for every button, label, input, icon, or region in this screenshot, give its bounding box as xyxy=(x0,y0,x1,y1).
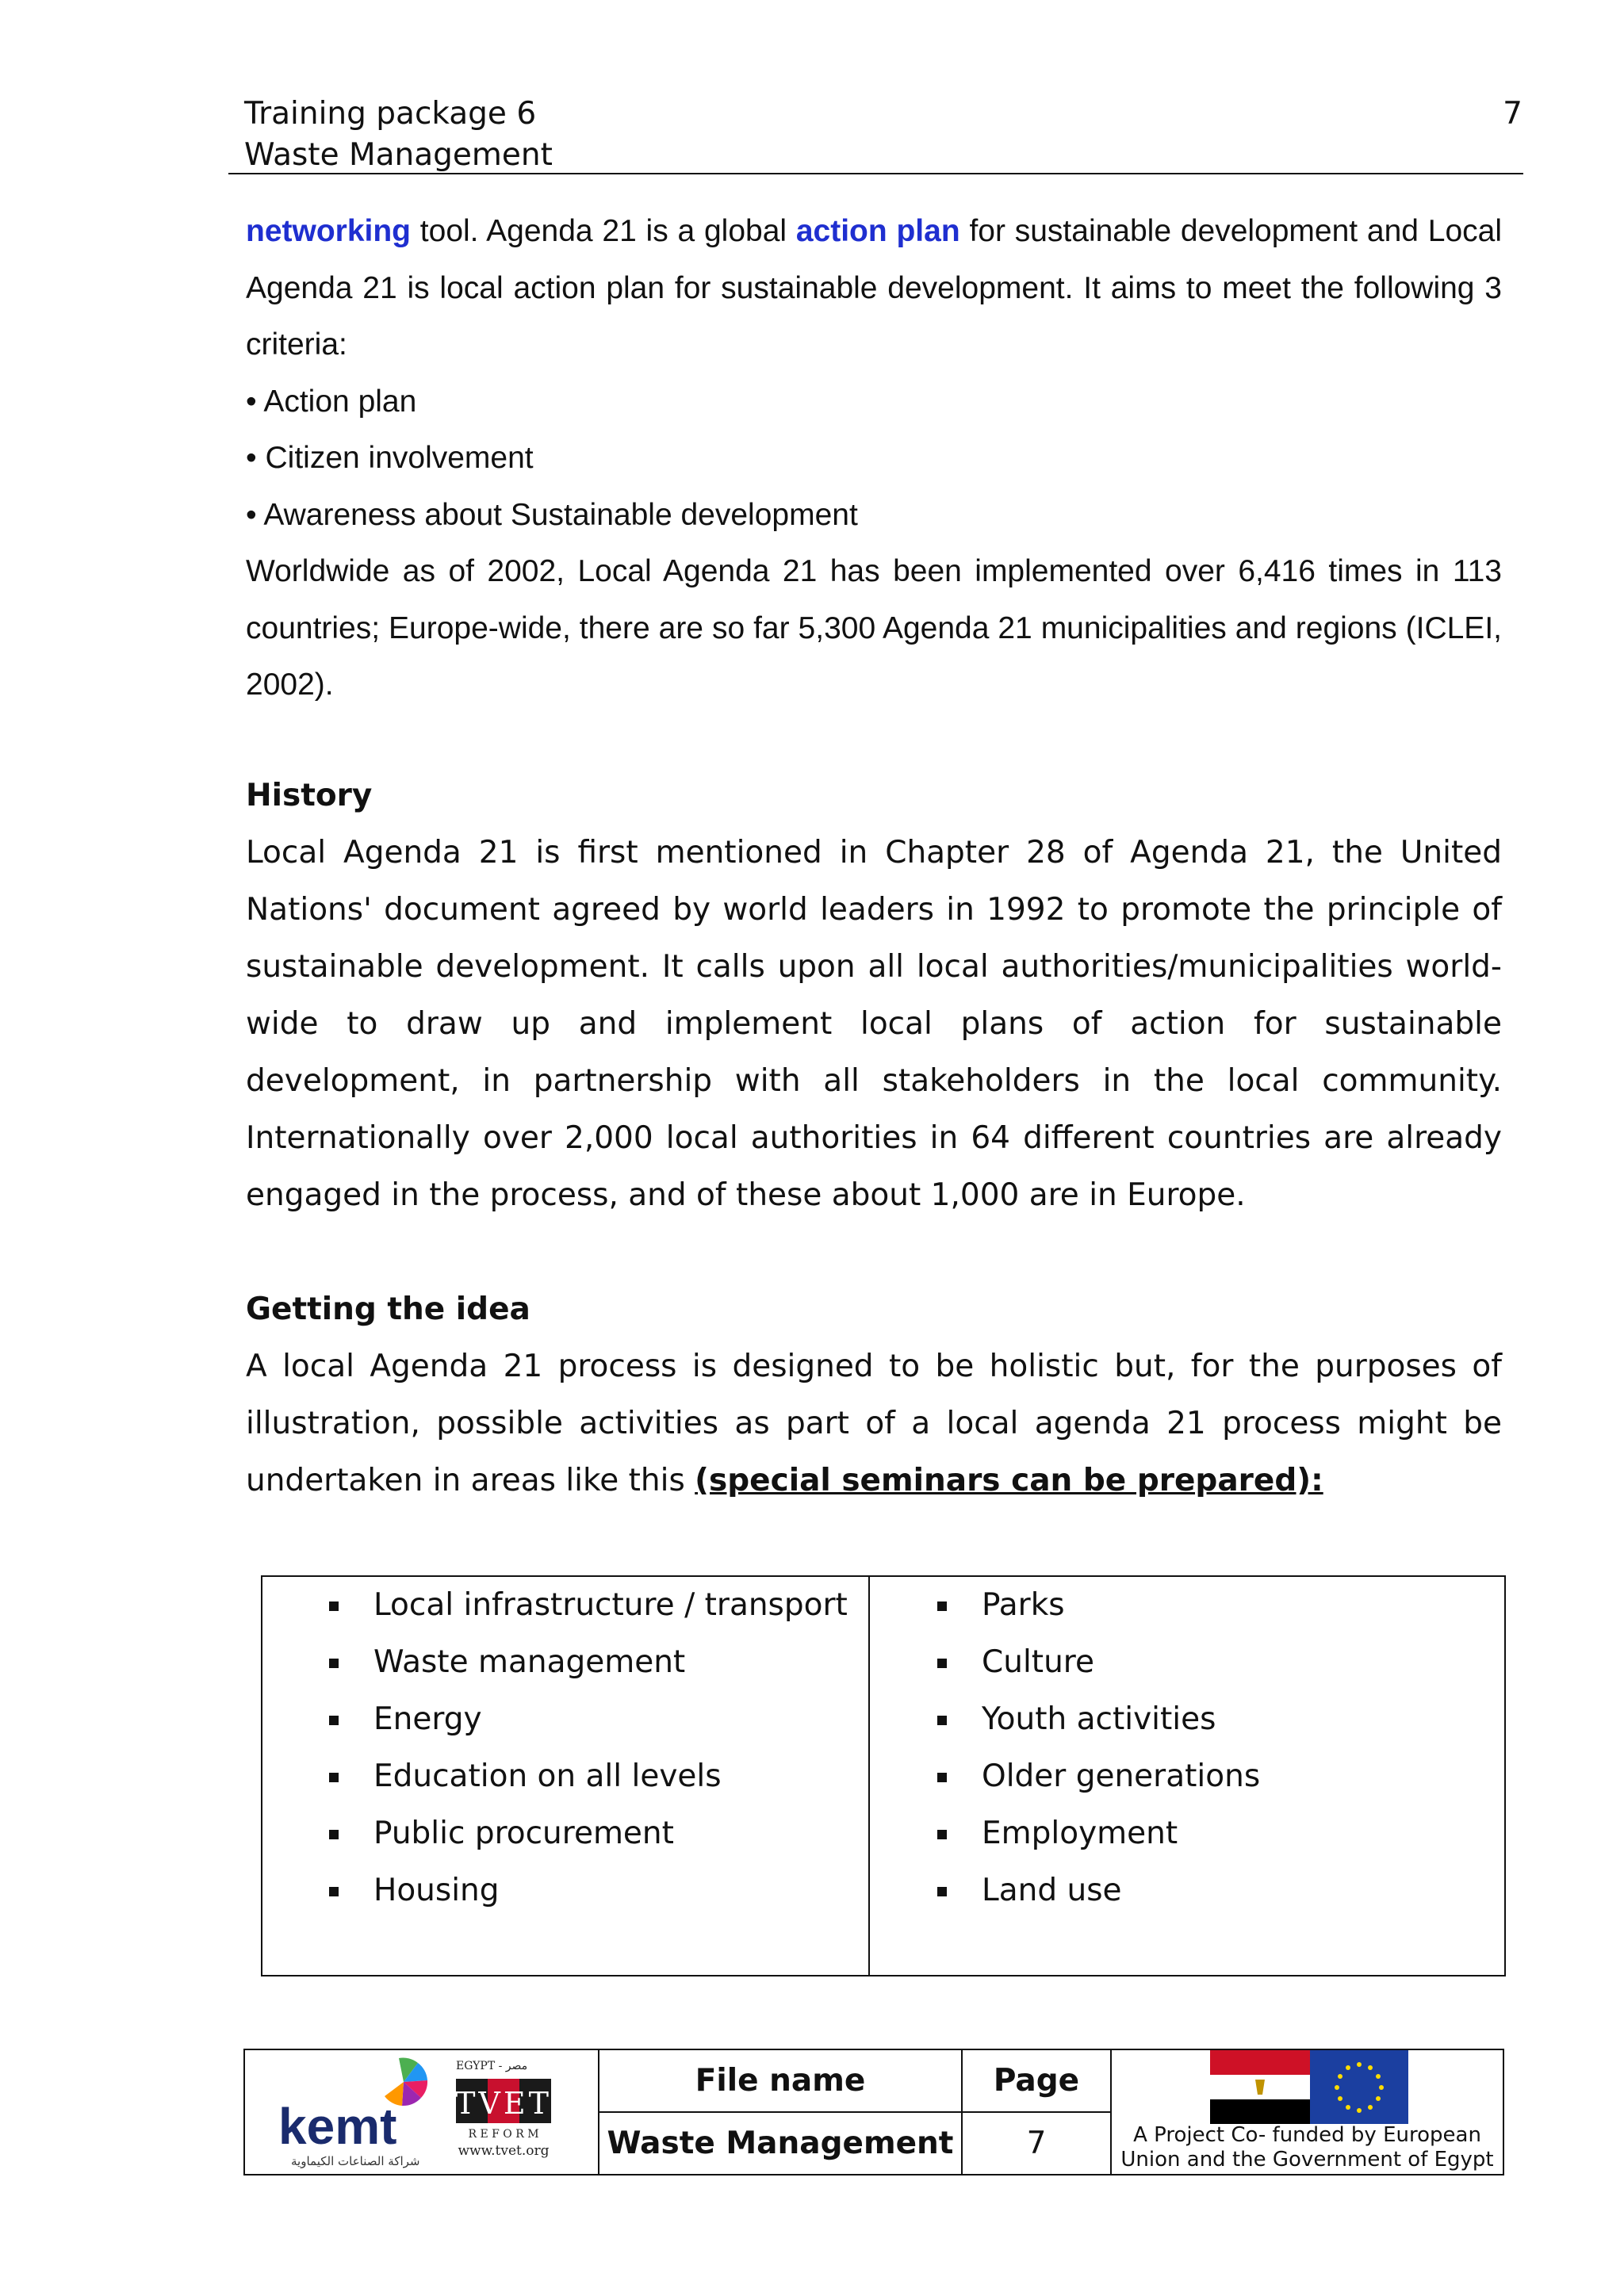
funding-line1: A Project Co- funded by European xyxy=(1133,2123,1481,2147)
bullet-square-icon xyxy=(937,1830,947,1839)
bullet-square-icon xyxy=(937,1887,947,1896)
area-item xyxy=(870,1634,1504,1691)
bullet-square-icon xyxy=(329,1887,339,1896)
criteria-item: • Awareness about Sustainable development xyxy=(246,497,858,532)
area-item xyxy=(262,1862,868,1919)
areas-table xyxy=(261,1575,1506,1976)
area-item-label: Local infrastructure / transport xyxy=(373,1587,848,1623)
area-item-label: Culture xyxy=(982,1644,1094,1680)
bullet-square-icon xyxy=(937,1601,947,1611)
egypt-flag-black xyxy=(1210,2099,1310,2124)
tvet-url: www.tvet.org xyxy=(458,2143,550,2159)
history-paragraph: Local Agenda 21 is first mentioned in Chapter 28 of Agenda 21, the United Nations' document agreed by world leaders in 1992 to promote the principle of sustainable development. It calls upon all local authorities/municipalities world-wide to draw up and implement local plans of action for sustainable development, in partnership with all stakeholders in the local community. Internationally over 2,000 local authorities in 64 different countries are already engaged in the process, and of these about 1,000 are in Europe. xyxy=(246,835,1502,1213)
area-item-label: Older generations xyxy=(982,1758,1261,1794)
area-item xyxy=(870,1862,1504,1919)
area-item xyxy=(262,1805,868,1862)
term-networking: networking xyxy=(246,214,412,248)
bullet-square-icon xyxy=(329,1601,339,1611)
bullet-square-icon xyxy=(329,1773,339,1782)
idea-emphasis: (special seminars can be prepared): xyxy=(695,1463,1323,1498)
idea-text: A local Agenda 21 process is designed to be holistic but, for the purposes of illustration, possible activities as part of a local agenda 21 process might be undertaken in areas like this xyxy=(246,1349,1502,1498)
areas-column-right xyxy=(870,1577,1504,1975)
file-name-value: Waste Management xyxy=(607,2126,954,2161)
bullet-square-icon xyxy=(937,1659,947,1668)
area-item xyxy=(870,1748,1504,1805)
area-item-label: Public procurement xyxy=(373,1816,674,1851)
tvet-wordmark: TVET xyxy=(455,2086,552,2121)
bullet-square-icon xyxy=(329,1716,339,1725)
area-item xyxy=(262,1634,868,1691)
footer-file-column xyxy=(599,2050,963,2174)
funding-caption xyxy=(1112,2123,1503,2172)
area-item xyxy=(262,1748,868,1805)
intro-section xyxy=(246,203,1502,714)
areas-column-left xyxy=(262,1577,870,1975)
stats-paragraph: Worldwide as of 2002, Local Agenda 21 has been implemented over 6,416 times in 113 countries; Europe-wide, there are so far 5,300 Agenda 21 municipalities and regions (ICLEI, 2002). xyxy=(246,554,1502,702)
footer-logos xyxy=(245,2050,599,2174)
kemt-wordmark: kemt xyxy=(278,2098,397,2155)
bullet-square-icon xyxy=(329,1830,339,1839)
criteria-item: • Action plan xyxy=(246,384,417,419)
history-section xyxy=(246,767,1502,1224)
idea-paragraph xyxy=(246,1338,1502,1510)
header-divider xyxy=(228,173,1523,174)
intro-paragraph xyxy=(246,203,1502,373)
tvet-egypt: EGYPT - مصر xyxy=(456,2060,528,2072)
idea-heading: Getting the idea xyxy=(246,1292,530,1327)
page-header xyxy=(244,94,1522,176)
area-item-label: Waste management xyxy=(373,1644,686,1680)
area-item xyxy=(262,1577,868,1634)
area-item xyxy=(870,1691,1504,1748)
bullet-square-icon xyxy=(937,1773,947,1782)
footer-page-column xyxy=(963,2050,1112,2174)
area-item-label: Energy xyxy=(373,1701,482,1737)
eu-flag xyxy=(1310,2050,1408,2124)
bullet-square-icon xyxy=(329,1659,339,1668)
history-heading: History xyxy=(246,778,373,813)
area-item xyxy=(870,1805,1504,1862)
term-action-plan: action plan xyxy=(795,214,960,248)
footer-table xyxy=(243,2049,1504,2175)
funding-line2: Union and the Government of Egypt xyxy=(1120,2148,1494,2172)
idea-section xyxy=(246,1281,1502,1510)
area-item-label: Parks xyxy=(982,1587,1065,1623)
area-item xyxy=(262,1691,868,1748)
kemt-tvet-logo-icon xyxy=(245,2050,595,2174)
tvet-reform: R E F O R M xyxy=(468,2128,539,2141)
intro-text-1: tool. Agenda 21 is a global xyxy=(411,214,796,248)
header-page-number: 7 xyxy=(1503,96,1522,132)
area-item-label: Housing xyxy=(373,1873,500,1908)
file-name-label: File name xyxy=(599,2050,961,2113)
area-item-label: Education on all levels xyxy=(373,1758,722,1794)
bullet-square-icon xyxy=(937,1716,947,1725)
page-value: 7 xyxy=(1026,2126,1047,2161)
area-item xyxy=(870,1577,1504,1634)
egypt-flag-red xyxy=(1210,2050,1310,2075)
page-label: Page xyxy=(963,2050,1110,2113)
flags-icon xyxy=(1210,2050,1416,2126)
area-item-label: Youth activities xyxy=(982,1701,1216,1737)
intro-text-2: for sustainable development and Local Agenda 21 is local action plan for sustainable development. It aims to meet the following 3 criteria: xyxy=(246,214,1503,362)
area-item-label: Employment xyxy=(982,1816,1178,1851)
kemt-arabic: شراكة الصناعات الكيماوية xyxy=(291,2154,420,2168)
criteria-item: • Citizen involvement xyxy=(246,441,534,475)
header-title-line2: Waste Management xyxy=(244,137,553,173)
area-item-label: Land use xyxy=(982,1873,1122,1908)
footer-funding xyxy=(1112,2050,1503,2174)
header-title-line1: Training package 6 xyxy=(244,96,537,132)
